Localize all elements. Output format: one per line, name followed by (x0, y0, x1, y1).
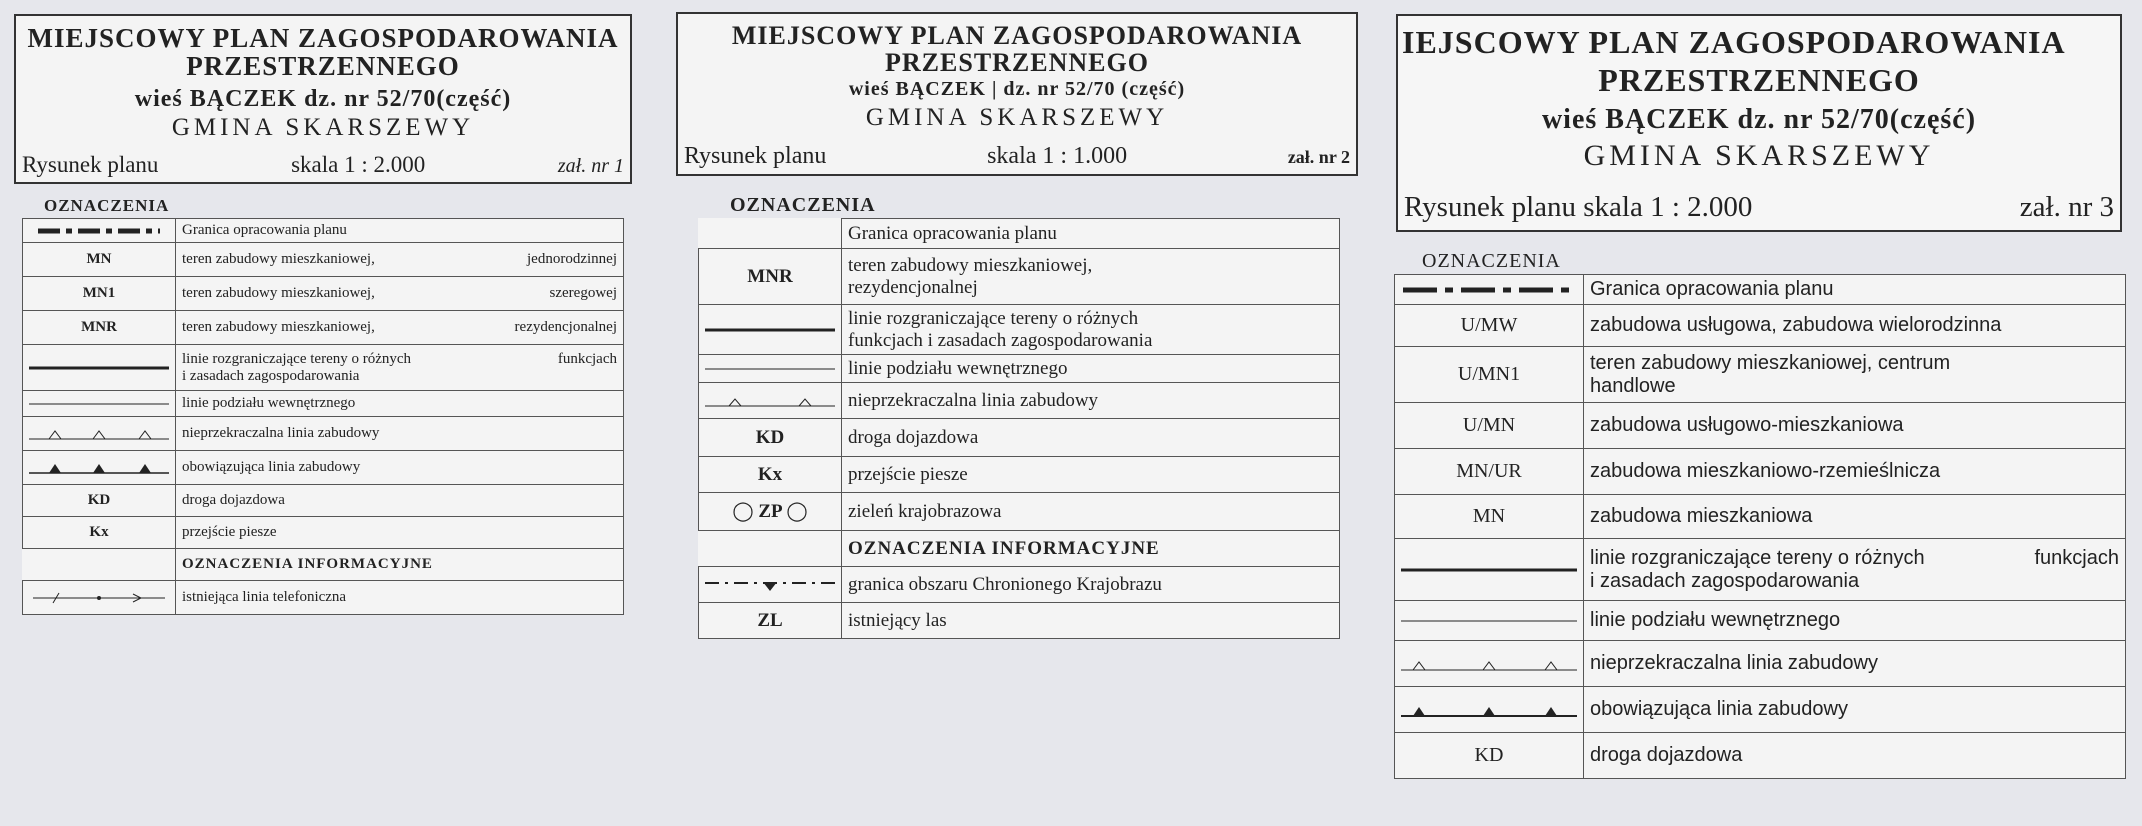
zone-code: KD (23, 485, 176, 517)
internal-division-symbol (705, 366, 835, 372)
legend-row (23, 549, 624, 581)
plan-boundary-symbol (1401, 286, 1577, 294)
legend-row (699, 493, 1340, 531)
circle-icon: ◯ (786, 501, 808, 522)
legend-row (1395, 305, 2126, 347)
legend-text: linie podziału wewnętrznego (1584, 601, 2126, 641)
title-block-2 (676, 12, 1358, 176)
zone-code: ZP (758, 501, 782, 522)
village-parcel: wieś BĄCZEK dz. nr 52/70(część) (134, 85, 512, 112)
legend-row (23, 417, 624, 451)
info-header: OZNACZENIA INFORMACYJNE (842, 531, 1340, 567)
zone-code: ZL (699, 603, 842, 639)
plan-boundary-symbol (34, 227, 164, 235)
legend-text: linie rozgraniczające tereny o różnych (848, 307, 1139, 329)
title-line-2: PRZESTRZENNEGO (885, 48, 1149, 78)
legend-text: Granica opracowania planu (176, 219, 624, 243)
legend-text: teren zabudowy mieszkaniowej, (182, 251, 375, 267)
title-line-2: PRZESTRZENNEGO (186, 51, 460, 82)
legend-row (1395, 687, 2126, 733)
legend-row (699, 249, 1340, 305)
drawing-label: Rysunek planu (684, 143, 827, 169)
legend-row (699, 383, 1340, 419)
scale-label: skala 1 : 1.000 (987, 143, 1128, 169)
legend-text: droga dojazdowa (1584, 733, 2126, 779)
zone-code: MN/UR (1395, 449, 1584, 495)
zone-code: Kx (699, 457, 842, 493)
legend-text: nieprzekraczalna linia zabudowy (842, 383, 1340, 419)
drawing-scale-label: Rysunek planu skala 1 : 2.000 (1404, 191, 1753, 223)
legend-row (699, 305, 1340, 355)
title-block-3 (1396, 14, 2122, 232)
title-line-2: PRZESTRZENNEGO (1598, 61, 1920, 98)
legend-text: i zasadach zagospodarowania (182, 367, 360, 384)
zone-code: MN (1395, 495, 1584, 539)
title-line-1: IEJSCOWY PLAN ZAGOSPODAROWANIA (1402, 24, 2066, 60)
legend-text: funkcjach i zasadach zagospodarowania (848, 329, 1153, 351)
internal-division-symbol (29, 401, 169, 407)
legend-text: istniejący las (842, 603, 1340, 639)
legend-row (23, 277, 624, 311)
village-parcel: wieś BĄCZEK dz. nr 52/70(część) (1541, 104, 1977, 136)
legend-table-2 (698, 218, 1340, 639)
legend-text: Granica opracowania planu (842, 219, 1340, 249)
zone-code: U/MW (1395, 305, 1584, 347)
legend-text: teren zabudowy mieszkaniowej, (182, 319, 375, 335)
legend-row (23, 311, 624, 345)
protected-area-boundary-symbol (705, 578, 835, 592)
legend-row (1395, 495, 2126, 539)
legend-text: istniejąca linia telefoniczna (176, 581, 624, 615)
zone-code: U/MN (1395, 403, 1584, 449)
legend-row (699, 457, 1340, 493)
legend-text: obowiązująca linia zabudowy (1584, 687, 2126, 733)
legend-text: rezydencjonalnej (514, 319, 617, 335)
dividing-line-symbol (705, 326, 835, 334)
gmina-name: GMINA SKARSZEWY (865, 103, 1169, 131)
legend-row (1395, 733, 2126, 779)
legend-row (699, 603, 1340, 639)
title-block-1 (14, 14, 632, 184)
legend-text: teren zabudowy mieszkaniowej, centrum (1590, 351, 1951, 374)
filled-triangle-line-icon (29, 461, 169, 475)
legend-table-1 (22, 218, 624, 615)
filled-triangle-line-icon (1401, 702, 1577, 718)
zone-code: MN (23, 243, 176, 277)
legend-text: granica obszaru Chronionego Krajobrazu (842, 567, 1340, 603)
legend-row (1395, 347, 2126, 403)
open-triangle-line-icon (1401, 656, 1577, 672)
legend-row (699, 531, 1340, 567)
legend-text: przejście piesze (842, 457, 1340, 493)
legend-text: jednorodzinnej (527, 251, 617, 267)
circle-icon: ◯ (732, 501, 754, 522)
legend-row (1395, 275, 2126, 305)
legend-text: linie podziału wewnętrznego (842, 355, 1340, 383)
legend-text: rezydencjonalnej (848, 276, 978, 298)
legend-text: linie rozgraniczające tereny o różnych (1590, 546, 1925, 569)
legend-text: zabudowa usługowo-mieszkaniowa (1584, 403, 2126, 449)
internal-division-symbol (1401, 618, 1577, 624)
scale-label: skala 1 : 2.000 (291, 152, 426, 177)
legend-text: funkcjach (557, 350, 617, 367)
legend-text: i zasadach zagospodarowania (1590, 569, 1860, 592)
dividing-line-symbol (29, 363, 169, 373)
legend-row (1395, 601, 2126, 641)
title-line-1: MIEJSCOWY PLAN ZAGOSPODAROWANIA (731, 21, 1303, 50)
annex-label: zał. nr 3 (2019, 191, 2114, 223)
legend-text: teren zabudowy mieszkaniowej, (848, 254, 1093, 276)
legend-row (23, 243, 624, 277)
legend-text: zabudowa usługowa, zabudowa wielorodzinna (1584, 305, 2126, 347)
legend-text: nieprzekraczalna linia zabudowy (1584, 641, 2126, 687)
legend-text: przejście piesze (176, 517, 624, 549)
annex-label: zał. nr 1 (557, 155, 624, 177)
legend-table-3 (1394, 274, 2126, 779)
annex-label: zał. nr 2 (1287, 147, 1350, 167)
legend-row (23, 485, 624, 517)
legend-text: Granica opracowania planu (1584, 275, 2126, 305)
zone-code: U/MN1 (1395, 347, 1584, 403)
zone-code: KD (699, 419, 842, 457)
legend-text: droga dojazdowa (176, 485, 624, 517)
legend-header-3: OZNACZENIA (1422, 250, 1560, 272)
legend-row (1395, 403, 2126, 449)
legend-text: droga dojazdowa (842, 419, 1340, 457)
zone-code: MNR (23, 311, 176, 345)
zone-code: MN1 (23, 277, 176, 311)
legend-row (23, 391, 624, 417)
phone-line-symbol (29, 592, 169, 604)
legend-row (699, 355, 1340, 383)
title-line-1: MIEJSCOWY PLAN ZAGOSPODAROWANIA (27, 23, 619, 53)
legend-text: szeregowej (549, 285, 617, 301)
legend-row (1395, 449, 2126, 495)
legend-header-2: OZNACZENIA (730, 194, 875, 216)
legend-row (23, 219, 624, 243)
dividing-line-symbol (1401, 565, 1577, 575)
legend-text: zabudowa mieszkaniowa (1584, 495, 2126, 539)
zone-code: MNR (699, 249, 842, 305)
zone-code: Kx (23, 517, 176, 549)
drawing-label: Rysunek planu (22, 152, 159, 177)
gmina-name: GMINA SKARSZEWY (1583, 138, 1935, 172)
legend-text: nieprzekraczalna linia zabudowy (176, 417, 624, 451)
legend-text: handlowe (1590, 374, 1676, 397)
legend-row (699, 419, 1340, 457)
legend-text: linie podziału wewnętrznego (176, 391, 624, 417)
legend-text: funkcjach (2034, 546, 2119, 569)
legend-text: obowiązująca linia zabudowy (176, 451, 624, 485)
legend-header-1: OZNACZENIA (44, 196, 169, 215)
zone-code: KD (1395, 733, 1584, 779)
legend-row (699, 219, 1340, 249)
legend-row (699, 567, 1340, 603)
legend-row (1395, 539, 2126, 601)
legend-row (23, 345, 624, 391)
legend-text: zabudowa mieszkaniowo-rzemieślnicza (1584, 449, 2126, 495)
legend-row (23, 517, 624, 549)
legend-row (1395, 641, 2126, 687)
open-triangle-line-icon (705, 394, 835, 408)
legend-text: teren zabudowy mieszkaniowej, (182, 285, 375, 301)
gmina-name: GMINA SKARSZEWY (171, 113, 475, 141)
open-triangle-line-icon (29, 427, 169, 441)
info-header: OZNACZENIA INFORMACYJNE (176, 549, 624, 581)
legend-row (23, 451, 624, 485)
legend-text: linie rozgraniczające tereny o różnych (182, 350, 412, 367)
legend-text: zieleń krajobrazowa (842, 493, 1340, 531)
village-parcel: wieś BĄCZEK | dz. nr 52/70 (część) (848, 77, 1186, 100)
legend-row (23, 581, 624, 615)
